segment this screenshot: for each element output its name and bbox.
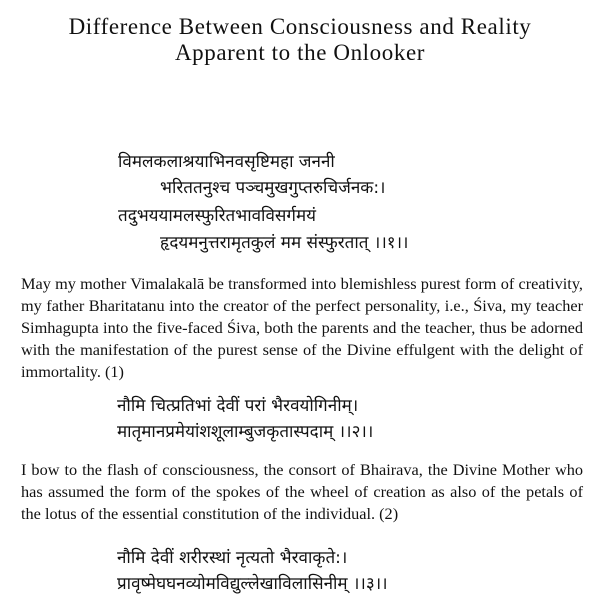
verse-2-line-2: मातृमानप्रमेयांशशूलाम्बुजकृतास्पदाम् ।।२।। — [117, 422, 374, 442]
verse-1-line-1: विमलकलाश्रयाभिनवसृष्टिमहा जननी — [118, 152, 335, 172]
title-line-2: Apparent to the Onlooker — [174, 40, 426, 65]
translation-2: I bow to the flash of consciousness, the consort of Bhairava, the Divine Mother who has assumed the form of the spokes of the wheel of creation as also of the petals of the lotus of the essential constitution of the individual. (2) — [21, 460, 583, 523]
page-title — [0, 14, 600, 66]
verse-2-line-1: नौमि चित्प्रतिभां देवीं परां भैरवयोगिनीम्। — [117, 396, 359, 416]
title-line-1: Difference Between Consciousness and Reality — [68, 14, 532, 39]
translation-1: May my mother Vimalakalā be transformed into blemishless purest form of creativity, my father Bharitatanu into the creator of the perfect personality, i.e., Śiva, my teacher Simhagupta into the five-faced Śiva, both the parents and the teacher, thus be adorned with the manifestation of the purest sense of the Divine effulgent with the delight of immortality. (1) — [21, 274, 583, 381]
verse-3-line-1: नौमि देवीं शरीरस्थां नृत्यतो भैरवाकृते:। — [117, 548, 348, 568]
verse-1-line-4: हृदयमनुत्तरामृतकुलं मम संस्फुरतात् ।।१।। — [160, 233, 409, 253]
verse-3-line-2: प्रावृष्मेघघनव्योमविद्युल्लेखाविलासिनीम् ।।३।। — [117, 574, 388, 594]
verse-1-line-3: तदुभययामलस्फुरितभावविसर्गमयं — [118, 206, 316, 226]
verse-1-line-2: भरिततनुश्च पञ्चमुखगुप्तरुचिर्जनक:। — [160, 178, 386, 198]
